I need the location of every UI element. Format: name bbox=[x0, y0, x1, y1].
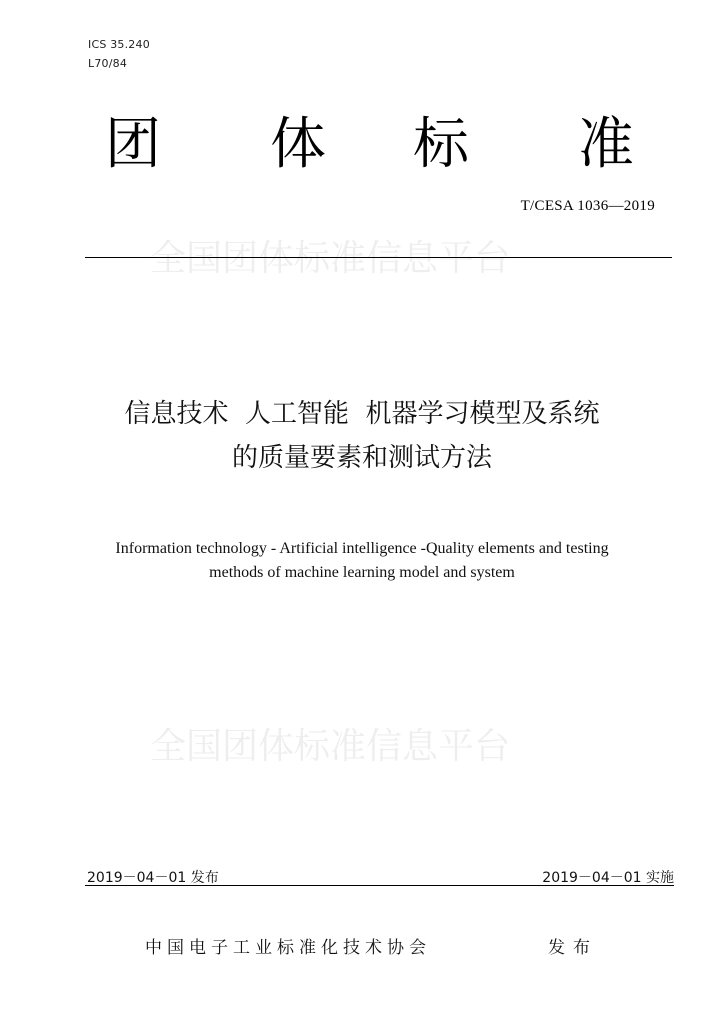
issue-label: 发布 bbox=[548, 938, 598, 958]
chinese-title-line-1: 信息技术 人工智能 机器学习模型及系统 bbox=[124, 399, 600, 429]
english-title-line-2: methods of machine learning model and system bbox=[209, 564, 515, 581]
standard-type-title bbox=[0, 110, 724, 180]
watermark: 全国团体标准信息平台 bbox=[150, 726, 511, 767]
title-char: 团 bbox=[105, 112, 161, 177]
publish-date: 2019－04－01 发布 bbox=[87, 870, 219, 886]
header-divider bbox=[85, 257, 672, 258]
watermark: 全国团体标准信息平台 bbox=[150, 238, 511, 279]
chinese-title-line-2: 的质量要素和测试方法 bbox=[231, 443, 492, 473]
issuing-organization: 中国电子工业标准化技术协会 bbox=[145, 938, 431, 958]
footer-divider bbox=[85, 885, 674, 886]
ccs-code: L70/84 bbox=[88, 57, 128, 70]
standard-number: T/CESA 1036—2019 bbox=[520, 198, 655, 214]
title-char: 准 bbox=[578, 112, 634, 177]
implementation-date: 2019－04－01 实施 bbox=[542, 870, 674, 886]
english-title-line-1: Information technology - Artificial intelligence -Quality elements and testing bbox=[115, 540, 609, 557]
ics-code: ICS 35.240 bbox=[88, 38, 150, 51]
title-char: 体 bbox=[270, 112, 326, 177]
title-char: 标 bbox=[413, 112, 469, 177]
